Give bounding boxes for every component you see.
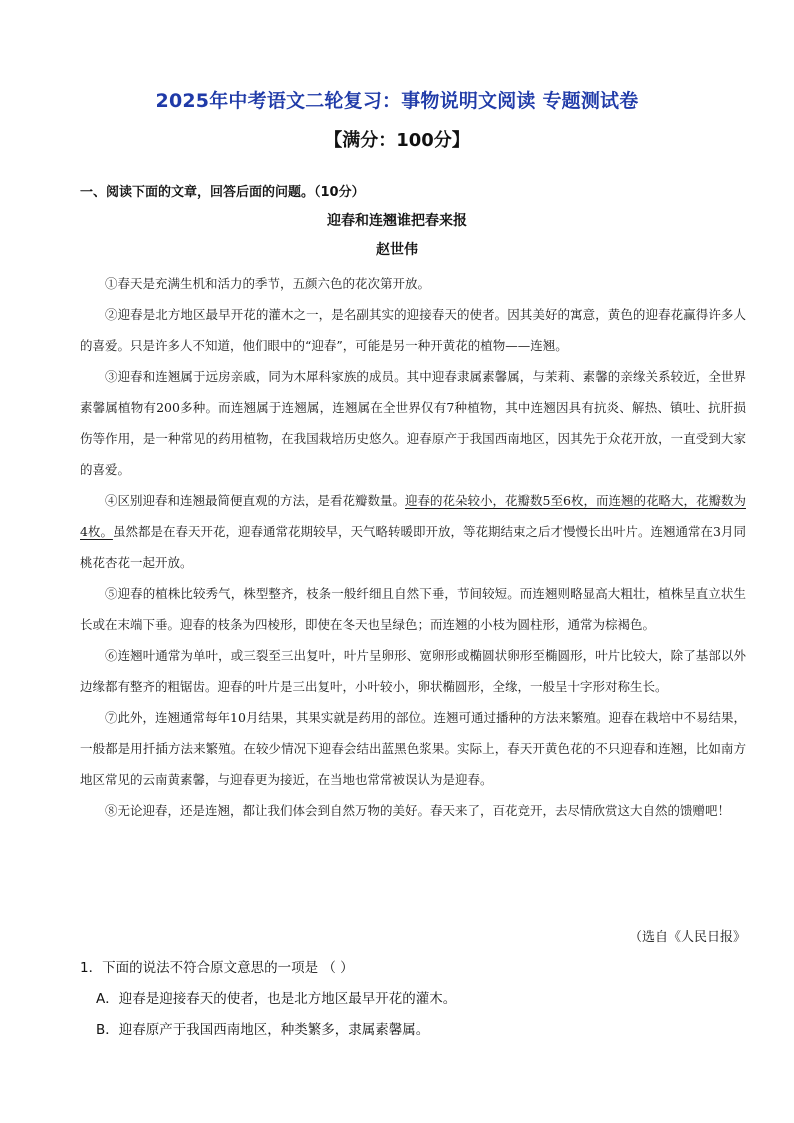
paragraph-5: ⑤迎春的植株比较秀气，株型整齐，枝条一般纤细且自然下垂，节间较短。而连翘则略显高大粗壮，植株呈直立状生长或在末端下垂。迎春的枝条为四棱形，即使在冬天也呈绿色；而连翘的小枝为圆柱形，通常为棕褐色。 (80, 586, 746, 632)
question-1-option-a: A．迎春是迎接春天的使者，也是北方地区最早开花的灌木。 (96, 991, 457, 1007)
paragraph-4-rest: 虽然都是在春天开花，迎春通常花期较早，天气略转暖即开放，等花期结束之后才慢慢长出叶片。连翘通常在3月同桃花杏花一起开放。 (80, 524, 746, 570)
paragraph-4-lead: ④区别迎春和连翘最简便直观的方法，是看花瓣数量。 (105, 493, 406, 508)
article-title: 迎春和连翘谁把春来报 (327, 213, 467, 229)
article-source: （选自《人民日报》 (628, 930, 746, 945)
paragraph-2: ②迎春是北方地区最早开花的灌木之一，是名副其实的迎接春天的使者。因其美好的寓意，黄色的迎春花赢得许多人的喜爱。只是许多人不知道，他们眼中的“迎春”，可能是另一种开黄花的植物——连翘。 (80, 307, 746, 353)
document-title: 2025年中考语文二轮复习：事物说明文阅读 专题测试卷 (155, 90, 639, 112)
paragraph-8: ⑧无论迎春，还是连翘，都让我们体会到自然万物的美好。春天来了，百花竞开，去尽情欣赏这大自然的馈赠吧！ (105, 803, 731, 818)
question-1-option-b: B．迎春原产于我国西南地区，种类繁多，隶属素馨属。 (96, 1022, 430, 1038)
full-score-label: 【满分：100分】 (324, 130, 470, 151)
paragraph-3: ③迎春和连翘属于远房亲戚，同为木犀科家族的成员。其中迎春隶属素馨属，与茉莉、素馨的亲缘关系较近，全世界素馨属植物有200多种。而连翘属于连翘属，连翘属在全世界仅有7种植物，其中连翘因具有抗炎、解热、镇吐、抗肝损伤等作用，是一种常见的药用植物，在我国栽培历史悠久。迎春原产于我国西南地区，因其先于众花开放，一直受到大家的喜爱。 (80, 369, 746, 477)
paragraph-7: ⑦此外，连翘通常每年10月结果，其果实就是药用的部位。连翘可通过播种的方法来繁殖。迎春在栽培中不易结果，一般都是用扦插方法来繁殖。在较少情况下迎春会结出蓝黑色浆果。实际上，春天开黄色花的不只迎春和连翘，比如南方地区常见的云南黄素馨，与迎春更为接近，在当地也常常被误认为是迎春。 (80, 710, 746, 787)
paragraph-6: ⑥连翘叶通常为单叶，或三裂至三出复叶，叶片呈卵形、宽卵形或椭圆状卵形至椭圆形，叶片比较大，除了基部以外边缘都有整齐的粗锯齿。迎春的叶片是三出复叶，小叶较小，卵状椭圆形，全缘，一般呈十字形对称生长。 (80, 648, 746, 694)
question-1: 1．下面的说法不符合原文意思的一项是 （ ） (80, 960, 354, 976)
underlined-sentence: 迎春的花朵较小，花瓣数5至6枚，而连翘的花略大，花瓣数为4枚。 (80, 493, 746, 539)
section-heading: 一、阅读下面的文章，回答后面的问题。（10分） (80, 185, 365, 200)
paragraph-1: ①春天是充满生机和活力的季节，五颜六色的花次第开放。 (105, 276, 431, 291)
article-author: 赵世伟 (376, 242, 418, 258)
article-body (80, 268, 746, 826)
paragraph-4 (80, 485, 746, 578)
